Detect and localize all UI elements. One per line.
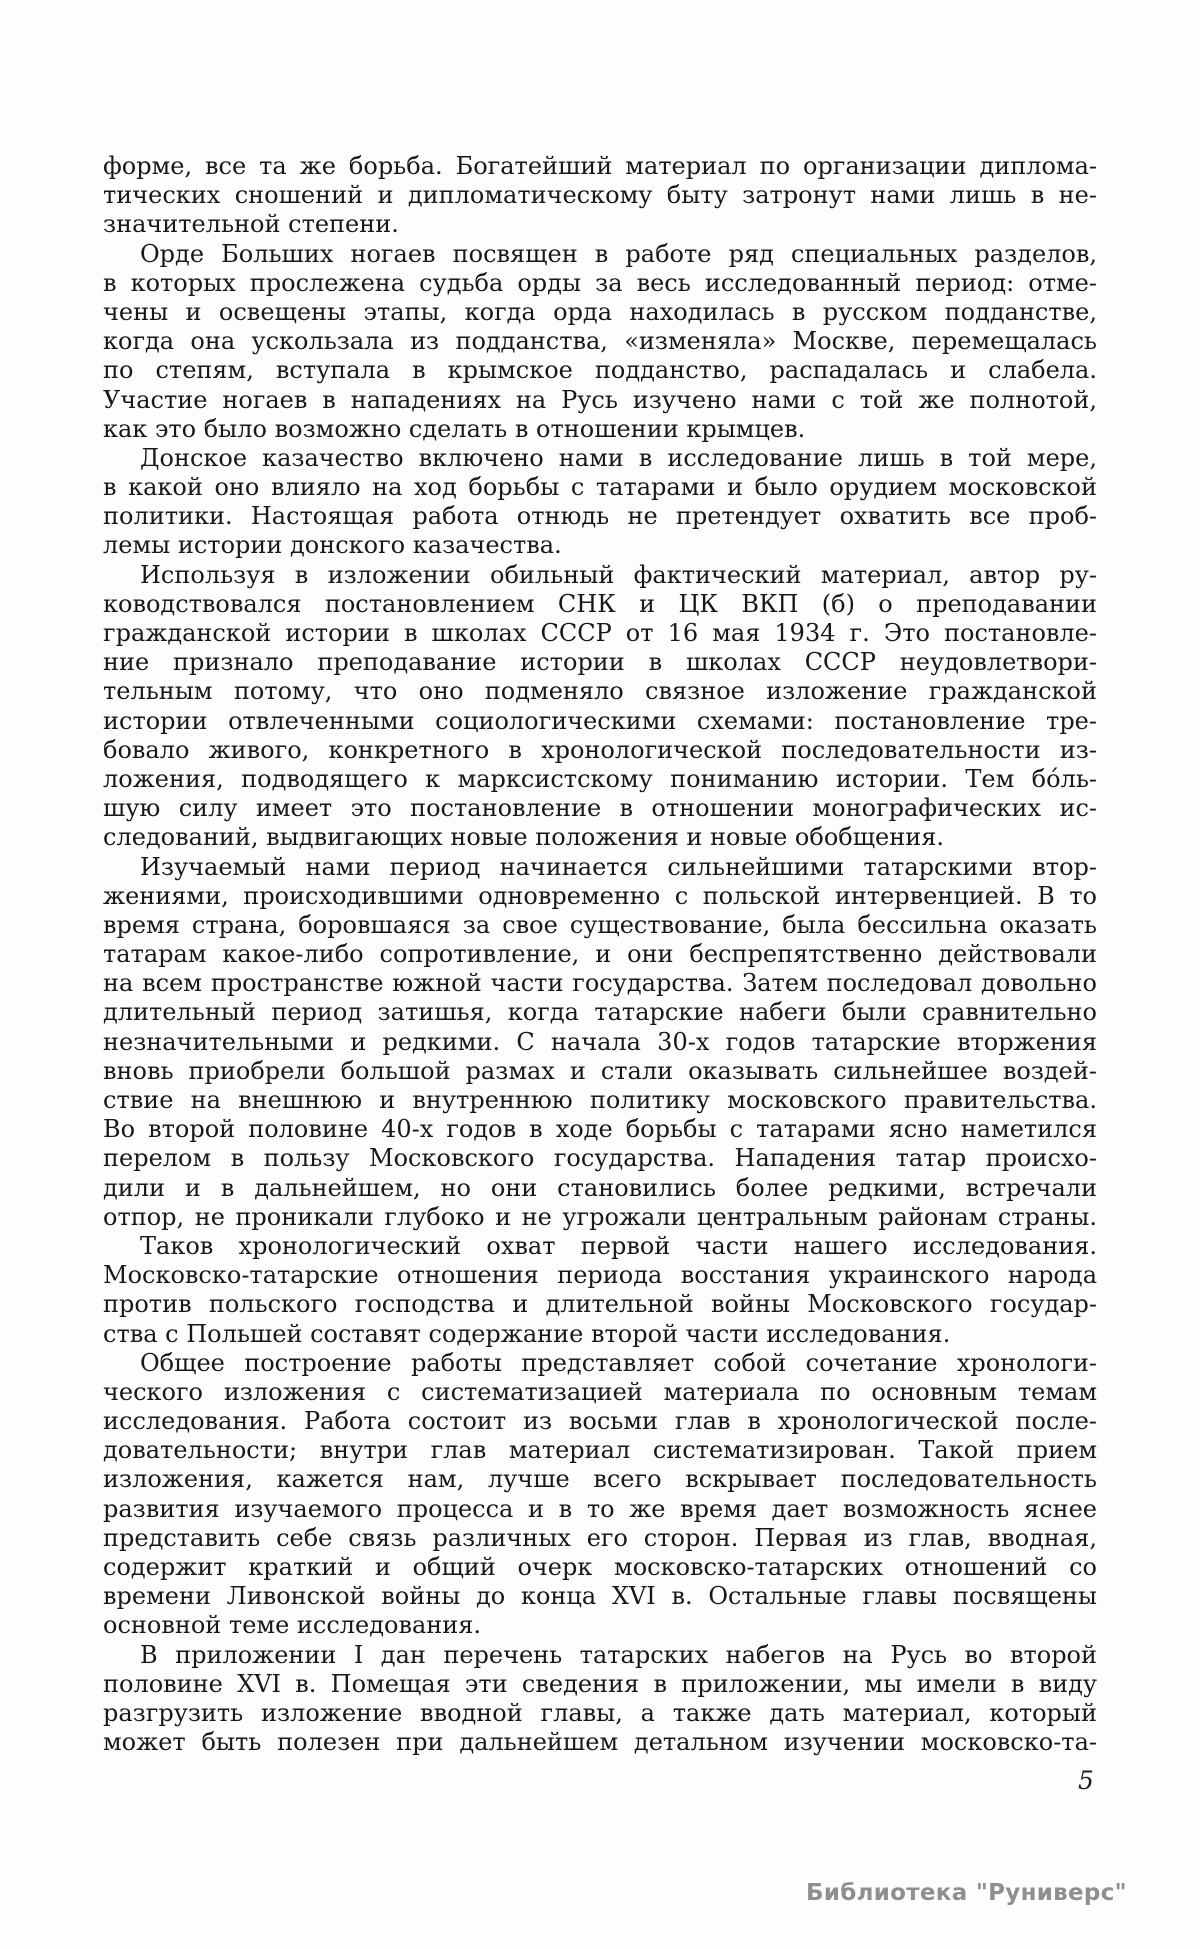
text-line: содержит краткий и общий очерк московско-татарских отношений со xyxy=(103,1553,1097,1581)
text-line: форме, все та же борьба. Богатейший материал по организации диплома- xyxy=(103,152,1097,180)
text-line: Орде Больших ногаев посвящен в работе ряд специальных разделов, xyxy=(140,239,1097,268)
text-line: ческого изложения с систематизацией материала по основным темам xyxy=(103,1377,1097,1406)
text-line: ства с Польшей составят содержание второй части исследования. xyxy=(103,1319,951,1348)
text-line: тических сношений и дипломатическому быту затронут нами лишь в не- xyxy=(103,181,1097,210)
text-line: изложения, кажется нам, лучше всего вскрывает последовательность xyxy=(103,1465,1097,1494)
text-line: перелом в пользу Московского государства. Нападения татар происхо- xyxy=(103,1144,1097,1173)
text-line: исследования. Работа состоит из восьми глав в хронологической после- xyxy=(103,1407,1097,1436)
text-line: времени Ливонской войны до конца XVI в. Остальные главы посвящены xyxy=(103,1582,1097,1611)
text-line: ложения, подводящего к марксистскому пониманию истории. Тем бо́ль- xyxy=(103,764,1097,793)
text-line: дили и в дальнейшем, но они становились более редкими, встречали xyxy=(103,1173,1097,1202)
text-line: по степям, вступала в крымское подданство, распадалась и слабела. xyxy=(103,356,1097,385)
text-line: Во второй половине 40-х годов в ходе борьбы с татарами ясно наметился xyxy=(103,1115,1097,1144)
text-line: развития изучаемого процесса и в то же время дает возможность яснее xyxy=(103,1494,1097,1523)
text-line: время страна, боровшаяся за свое существование, была бессильна оказать xyxy=(103,910,1097,939)
text-line: довательности; внутри глав материал систематизирован. Такой прием xyxy=(103,1436,1097,1465)
text-line: на всем пространстве южной части государства. Затем последовал довольно xyxy=(103,969,1097,998)
text-line: против польского господства и длительной войны Московского государ- xyxy=(103,1290,1097,1319)
text-line: Московско-татарские отношения периода восстания украинского народа xyxy=(103,1261,1097,1290)
library-watermark: Библиотека "Руниверс" xyxy=(806,1880,1127,1906)
text-line: значительной степени. xyxy=(103,210,399,239)
text-line: в какой оно влияло на ход борьбы с татарами и было орудием московской xyxy=(103,473,1097,502)
text-line: лемы истории донского казачества. xyxy=(103,531,562,560)
text-line: политики. Настоящая работа отнюдь не претендует охватить все проб- xyxy=(103,502,1097,531)
text-line: ствие на внешнюю и внутреннюю политику московского правительства. xyxy=(103,1086,1097,1114)
text-line: ководствовался постановлением СНК и ЦК ВКП (б) о преподавании xyxy=(103,589,1097,618)
text-line: Изучаемый нами период начинается сильнейшими татарскими втор- xyxy=(140,852,1097,881)
text-line: истории отвлеченными социологическими схемами: постановление тре- xyxy=(103,706,1097,735)
text-line: жениями, происходившими одновременно с польской интервенцией. В то xyxy=(103,881,1097,910)
text-line: разгрузить изложение вводной главы, а также дать материал, который xyxy=(103,1698,1097,1727)
text-line: Участие ногаев в нападениях на Русь изучено нами с той же полнотой, xyxy=(103,385,1097,414)
text-block xyxy=(103,152,1097,1757)
text-line: следований, выдвигающих новые положения и новые обобщения. xyxy=(103,823,944,852)
text-line: длительный период затишья, когда татарские набеги были сравнительно xyxy=(103,998,1097,1027)
text-line: ние признало преподавание истории в школах СССР неудовлетвори- xyxy=(103,648,1097,677)
text-line: татарам какое-либо сопротивление, и они беспрепятственно действовали xyxy=(103,940,1097,969)
text-line: гражданской истории в школах СССР от 16 мая 1934 г. Это постановле- xyxy=(103,619,1097,647)
text-line: бовало живого, конкретного в хронологической последовательности из- xyxy=(103,735,1097,764)
text-line: Используя в изложении обильный фактический материал, автор ру- xyxy=(140,560,1097,589)
text-line: вновь приобрели большой размах и стали оказывать сильнейшее воздей- xyxy=(103,1056,1097,1085)
text-line: отпор, не проникали глубоко и не угрожали центральным районам страны. xyxy=(103,1202,1097,1231)
text-line: половине XVI в. Помещая эти сведения в приложении, мы имели в виду xyxy=(103,1669,1097,1698)
text-line: чены и освещены этапы, когда орда находилась в русском подданстве, xyxy=(103,297,1097,326)
text-line: когда она ускользала из подданства, «изменяла» Москве, перемещалась xyxy=(103,327,1097,356)
text-line: Донское казачество включено нами в исследование лишь в той мере, xyxy=(140,443,1097,472)
text-line: Таков хронологический охват первой части нашего исследования. xyxy=(140,1231,1097,1260)
text-line: может быть полезен при дальнейшем детальном изучении московско-та- xyxy=(103,1728,1097,1757)
text-line: В приложении I дан перечень татарских набегов на Русь во второй xyxy=(140,1640,1097,1669)
text-line: Общее построение работы представляет собой сочетание хронологи- xyxy=(140,1348,1097,1377)
text-line: основной теме исследования. xyxy=(103,1611,482,1640)
text-line: представить себе связь различных его сторон. Первая из глав, вводная, xyxy=(103,1523,1097,1552)
text-line: незначительными и редкими. С начала 30-х годов татарские вторжения xyxy=(103,1027,1097,1056)
page-number: 5 xyxy=(1078,1766,1094,1795)
text-line: тельным потому, что оно подменяло связное изложение гражданской xyxy=(103,677,1097,706)
text-line: в которых прослежена судьба орды за весь исследованный период: отме- xyxy=(103,268,1097,297)
text-line: как это было возможно сделать в отношении крымцев. xyxy=(103,414,806,443)
text-line: шую силу имеет это постановление в отношении монографических ис- xyxy=(103,794,1097,823)
